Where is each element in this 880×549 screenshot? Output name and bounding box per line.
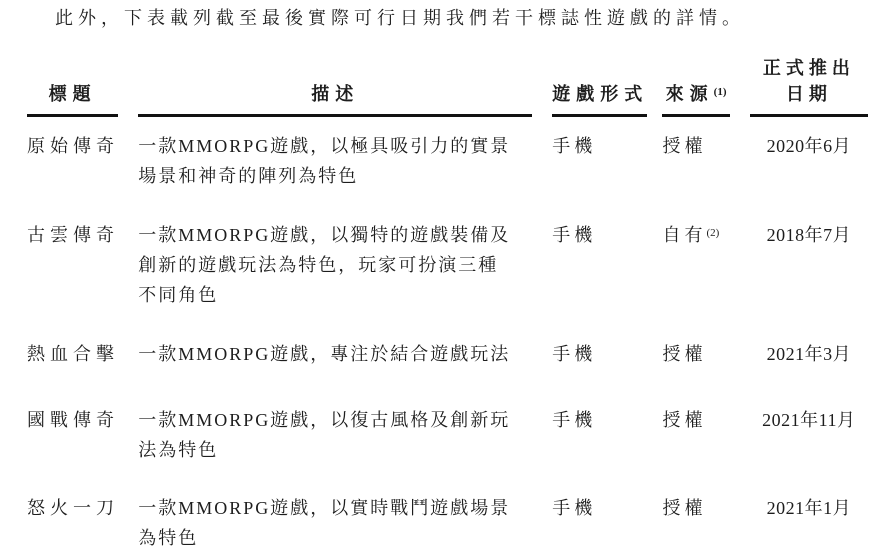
game-source bbox=[662, 493, 749, 549]
header-description bbox=[138, 55, 552, 117]
header-launch-line2: 日期 bbox=[785, 84, 832, 104]
launch-date: 2021年1月 bbox=[766, 498, 852, 518]
games-table bbox=[27, 55, 868, 549]
table-row bbox=[27, 220, 868, 339]
source-label: 授權 bbox=[662, 136, 707, 156]
header-row bbox=[27, 55, 868, 117]
table-row bbox=[27, 339, 868, 405]
game-format: 手機 bbox=[552, 344, 597, 364]
game-format: 手機 bbox=[552, 410, 597, 430]
header-title bbox=[27, 55, 138, 117]
header-launch-line1: 正式推出 bbox=[762, 58, 855, 78]
description-line: 一款MMORPG遊戲，以復古風格及創新玩 bbox=[138, 410, 511, 430]
description-line: 一款MMORPG遊戲，專注於結合遊戲玩法 bbox=[138, 344, 511, 364]
description-line: 法為特色 bbox=[138, 440, 219, 460]
game-source bbox=[662, 117, 749, 220]
table-row bbox=[27, 405, 868, 493]
table-row bbox=[27, 117, 868, 220]
header-description-label: 描述 bbox=[311, 84, 360, 104]
header-source-label: 來源 bbox=[665, 84, 714, 104]
source-footnote: (2) bbox=[706, 227, 720, 239]
game-description bbox=[138, 117, 552, 220]
game-title: 國戰傳奇 bbox=[27, 410, 119, 430]
source-label: 授權 bbox=[662, 498, 707, 518]
description-line: 為特色 bbox=[138, 528, 199, 548]
header-source bbox=[662, 55, 749, 117]
game-description bbox=[138, 493, 552, 549]
game-title: 熱血合擊 bbox=[27, 344, 119, 364]
launch-date: 2018年7月 bbox=[766, 225, 852, 245]
game-source bbox=[662, 405, 749, 493]
game-format: 手機 bbox=[552, 498, 597, 518]
description-line: 一款MMORPG遊戲，以實時戰鬥遊戲場景 bbox=[138, 498, 511, 518]
launch-date: 2021年3月 bbox=[766, 344, 852, 364]
game-source bbox=[662, 339, 749, 405]
header-launch-date bbox=[750, 55, 868, 117]
game-source bbox=[662, 220, 749, 339]
game-description bbox=[138, 339, 552, 405]
description-line: 一款MMORPG遊戲，以獨特的遊戲裝備及 bbox=[138, 225, 511, 245]
source-label: 授權 bbox=[662, 344, 707, 364]
header-source-footnote: (1) bbox=[713, 86, 727, 98]
table-row bbox=[27, 493, 868, 549]
source-label: 授權 bbox=[662, 410, 707, 430]
game-format: 手機 bbox=[552, 136, 597, 156]
description-line: 場景和神奇的陣列為特色 bbox=[138, 166, 359, 186]
game-title: 古雲傳奇 bbox=[27, 225, 119, 245]
launch-date: 2020年6月 bbox=[766, 136, 852, 156]
intro-paragraph: 此外，下表載列截至最後實際可行日期我們若干標誌性遊戲的詳情。 bbox=[55, 8, 745, 28]
launch-date: 2021年11月 bbox=[762, 410, 856, 430]
header-format-label: 遊戲形式 bbox=[552, 84, 649, 104]
description-line: 一款MMORPG遊戲，以極具吸引力的實景 bbox=[138, 136, 511, 156]
game-description bbox=[138, 405, 552, 493]
game-description bbox=[138, 220, 552, 339]
header-title-label: 標題 bbox=[48, 84, 97, 104]
game-title: 原始傳奇 bbox=[27, 136, 119, 156]
description-line: 創新的遊戲玩法為特色，玩家可扮演三種 bbox=[138, 255, 499, 275]
description-line: 不同角色 bbox=[138, 285, 219, 305]
game-title: 怒火一刀 bbox=[27, 498, 119, 518]
header-format bbox=[552, 55, 662, 117]
source-label: 自有 bbox=[662, 225, 707, 245]
game-format: 手機 bbox=[552, 225, 597, 245]
